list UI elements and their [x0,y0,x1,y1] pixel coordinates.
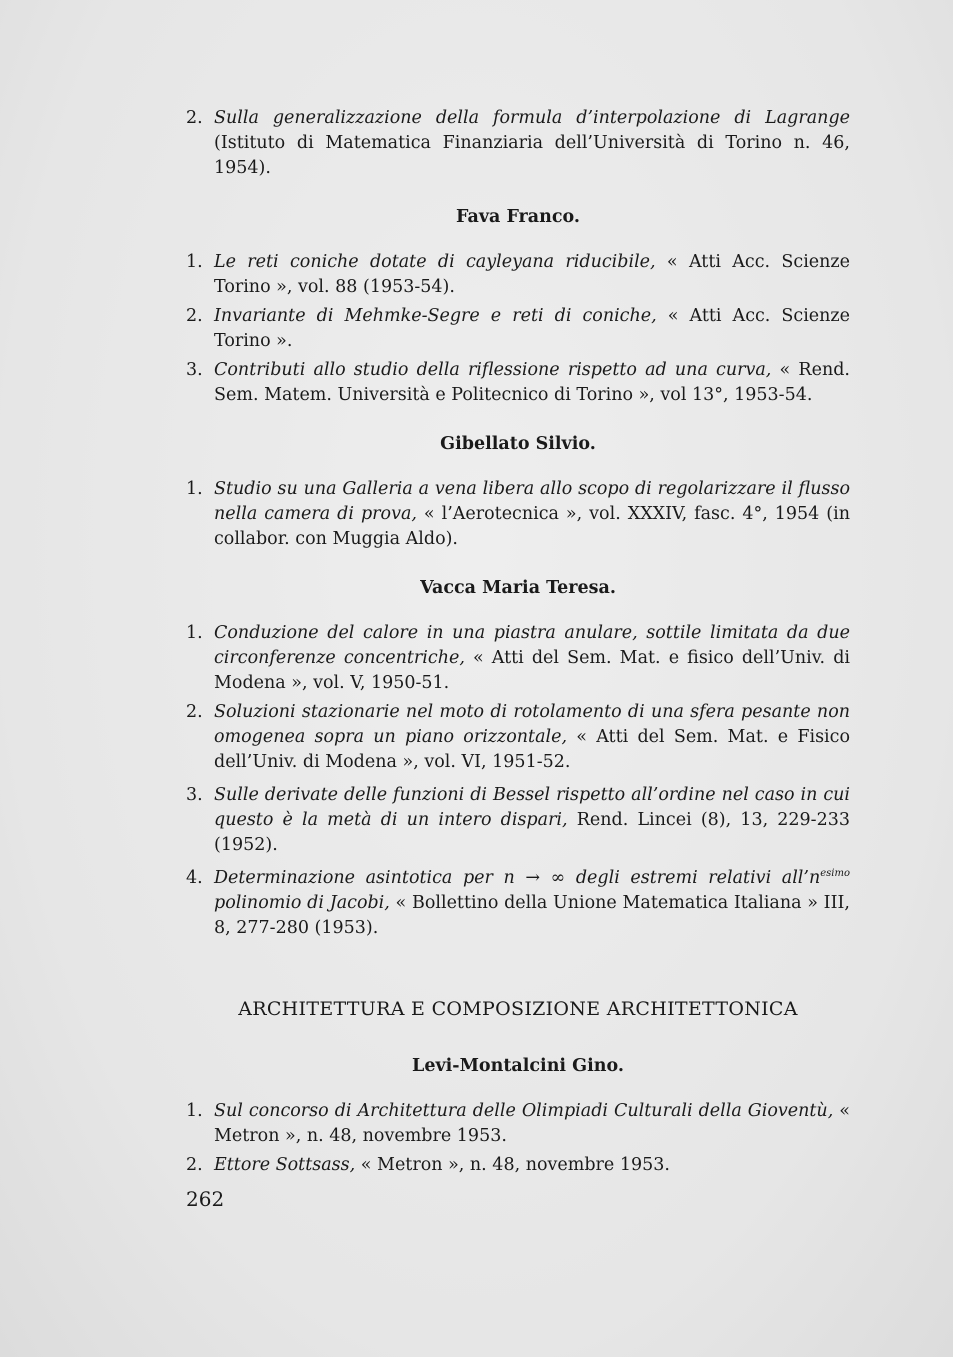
item-number: 1. [186,623,203,643]
item-citation: « l’Aerotecnica », vol. XXXIV, fasc. 4°, 1954 (in collabor. con Muggia Aldo). [214,504,850,549]
item-title: Sul concorso di Architettura delle Olimpiadi Culturali della Gioventù, [214,1101,834,1121]
superscript: esimo [820,868,850,880]
item-number: 2. [186,702,203,722]
item-title: Soluzioni stazionarie nel moto di rotolamento di una sfera pesante non omogenea sopra un piano orizzontale, [214,702,850,747]
list-item [186,358,850,408]
item-number: 3. [186,360,203,380]
item-title: Contributi allo studio della riflessione rispetto ad una curva, [214,360,772,380]
item-citation: (Istituto di Matematica Finanziaria dell’Università di Torino n. 46, 1954). [214,133,850,178]
page-content [186,106,850,1182]
item-citation: « Metron », n. 48, novembre 1953. [355,1155,670,1175]
item-citation: « Atti del Sem. Mat. e Fisico dell’Univ. di Modena », vol. VI, 1951-52. [214,727,850,772]
item-number: 2. [186,306,203,326]
item-citation: « Atti Acc. Scienze Torino ». [214,306,850,351]
list-item [186,250,850,300]
item-number: 2. [186,1155,203,1175]
author-heading: Levi-Montalcini Gino. [412,1056,624,1076]
author-heading: Fava Franco. [456,207,580,227]
item-citation: Rend. Lincei (8), 13, 229-233 (1952). [214,810,850,855]
item-title: Determinazione asintotica per n → ∞ degli estremi relativi all’n [214,868,821,888]
item-title: Studio su una Galleria a vena libera allo scopo di regolarizzare il flusso nella camera di prova, [214,479,850,524]
item-number: 1. [186,1101,203,1121]
item-title: Conduzione del calore in una piastra anulare, sottile limitata da due circonferenze concentriche, [214,623,850,668]
list-item [186,700,850,775]
item-citation: « Metron », n. 48, novembre 1953. [214,1101,850,1146]
item-number: 4. [186,868,203,888]
item-title-continued: polinomio di Jacobi, [214,893,390,913]
item-title: Sulle derivate delle funzioni di Bessel rispetto all’ordine nel caso in cui questo è la metà di un intero dispari, [214,785,850,830]
list-item [186,106,850,181]
list-item [186,783,850,858]
list-item [186,1099,850,1149]
item-citation: « Rend. Sem. Matem. Università e Politecnico di Torino », vol 13°, 1953-54. [214,360,850,405]
item-title: Ettore Sottsass, [214,1155,356,1175]
item-citation: « Atti Acc. Scienze Torino », vol. 88 (1953-54). [214,252,851,297]
list-item [186,621,850,696]
item-number: 2. [186,108,203,128]
item-number: 3. [186,785,203,805]
list-item [186,304,850,354]
author-heading: Vacca Maria Teresa. [420,578,616,598]
item-citation: « Bollettino della Unione Matematica Italiana » III, 8, 277-280 (1953). [214,893,850,938]
item-number: 1. [186,252,203,272]
list-item [186,866,850,941]
item-title: Sulla generalizzazione della formula d’interpolazione di Lagrange [214,108,850,128]
list-item [186,477,850,552]
list-item [186,1153,850,1178]
page-number: 262 [186,1187,225,1211]
section-title: ARCHITETTURA E COMPOSIZIONE ARCHITETTONICA [238,998,798,1020]
item-citation: « Atti del Sem. Mat. e fisico dell’Univ. di Modena », vol. V, 1950-51. [214,648,851,693]
author-heading: Gibellato Silvio. [440,434,596,454]
item-title: Invariante di Mehmke-Segre e reti di coniche, [214,306,657,326]
item-title: Le reti coniche dotate di cayleyana riducibile, [214,252,656,272]
item-number: 1. [186,479,203,499]
